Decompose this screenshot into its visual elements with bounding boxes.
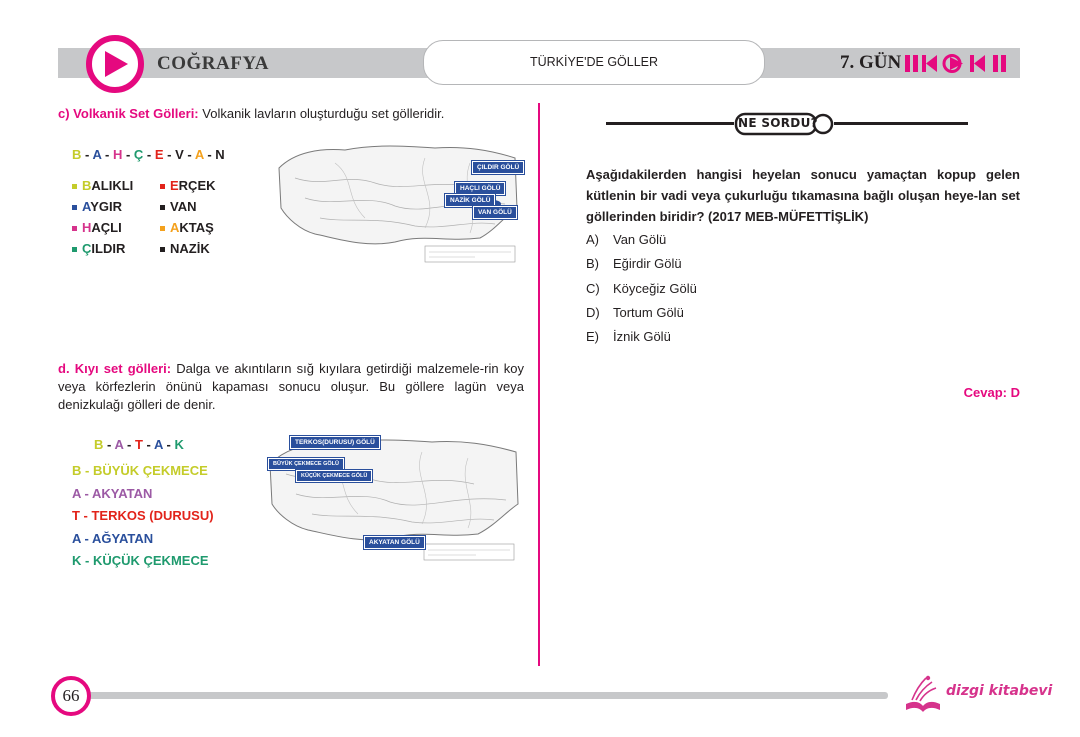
lake-name-rest: AN xyxy=(177,199,197,214)
initial-letter: H xyxy=(82,220,92,235)
option-letter: C) xyxy=(586,280,600,296)
option-text: Van Gölü xyxy=(613,232,667,247)
question-text: Aşağıdakilerden hangisi heyelan sonucu yamaçtan kopup gelen kütlenin bir vadi veya çukurluğu tıkamasına bağlı oluşan heye-lan set göllerinden biridir? (2017 MEB-MÜFETTİŞLİK) xyxy=(586,167,1020,224)
sequence-separator: - xyxy=(142,437,154,452)
option-text: İznik Gölü xyxy=(613,329,671,345)
bullet-square-icon xyxy=(72,226,77,231)
option-letter: B) xyxy=(586,256,599,272)
lake-name-rest: RÇEK xyxy=(178,178,216,193)
map-tag: VAN GÖLÜ xyxy=(473,206,517,219)
option-text: Köyceğiz Gölü xyxy=(613,280,697,296)
subject-title: COĞRAFYA xyxy=(157,53,270,74)
sequence-letter: V xyxy=(175,147,184,162)
sequence-letter: Ç xyxy=(133,147,144,162)
footer-bar xyxy=(58,692,888,699)
coastal-title: d. Kıyı set gölleri: xyxy=(58,361,172,376)
sequence-separator: - xyxy=(143,147,155,162)
map-tag: ÇILDIR GÖLÜ xyxy=(472,161,524,174)
coastal-lakes-map xyxy=(266,432,520,564)
initial-letter: B xyxy=(82,178,92,193)
initial-letter: A xyxy=(170,220,180,235)
sequence-letter: T xyxy=(134,437,143,452)
option-letter: A) xyxy=(586,232,599,247)
sequence-separator: - xyxy=(183,147,195,162)
sequence-separator: - xyxy=(101,147,113,162)
bullet-square-icon xyxy=(72,205,77,210)
lake-name-rest: AZİK xyxy=(179,241,210,256)
option-text: Eğirdir Gölü xyxy=(613,256,682,272)
ne-sordu-badge xyxy=(734,110,834,138)
navigation-icons xyxy=(905,53,1017,80)
lake-name-rest: ALIKLI xyxy=(91,178,134,193)
map-tag: BÜYÜK ÇEKMECE GÖLÜ xyxy=(268,458,344,470)
publisher-logo: dizgi kitabevi xyxy=(946,683,1053,699)
volcanic-sequence xyxy=(72,147,225,162)
option-e[interactable] xyxy=(586,328,671,346)
sequence-letter: B xyxy=(72,147,82,162)
play-icon xyxy=(86,35,144,93)
option-letter: E) xyxy=(586,329,599,345)
initial-letter: E xyxy=(170,178,179,193)
bullet-square-icon xyxy=(160,247,165,252)
lake-list-item xyxy=(160,175,216,196)
lake-name-rest: YGIR xyxy=(90,199,122,214)
volcanic-paragraph xyxy=(58,105,528,123)
page-number: 66 xyxy=(51,676,91,716)
sequence-separator: - xyxy=(81,147,93,162)
sequence-separator: - xyxy=(162,437,175,452)
lake-list-item xyxy=(72,238,133,259)
sequence-letter: A xyxy=(153,437,163,452)
sequence-letter: N xyxy=(215,147,225,162)
option-a[interactable] xyxy=(586,231,666,249)
answer-label: Cevap: D xyxy=(963,385,1020,400)
initial-letter: V xyxy=(170,199,178,214)
day-label: 7. GÜN xyxy=(840,52,902,73)
bullet-square-icon xyxy=(72,247,77,252)
lake-list-item xyxy=(160,238,216,259)
bullet-square-icon xyxy=(160,226,165,231)
coastal-lake-item: B - BÜYÜK ÇEKMECE xyxy=(72,463,208,478)
map-tag: NAZİK GÖLÜ xyxy=(445,194,495,207)
volcanic-list-col1 xyxy=(72,175,133,259)
volcanic-title: c) Volkanik Set Gölleri: xyxy=(58,106,199,121)
sequence-separator: - xyxy=(203,147,216,162)
initial-letter: A xyxy=(82,199,91,214)
map-tag: KÜÇÜK ÇEKMECE GÖLÜ xyxy=(296,470,372,482)
coastal-list xyxy=(72,460,214,573)
volcanic-text: Volkanik lavların oluşturduğu set gölleridir. xyxy=(202,106,445,121)
badge-text: NE SORDU? xyxy=(738,116,818,130)
sequence-letter: H xyxy=(112,147,123,162)
coastal-paragraph xyxy=(58,360,524,414)
option-text: Tortum Gölü xyxy=(613,304,684,320)
lake-list-item xyxy=(72,175,133,196)
coastal-lake-item: T - TERKOS (DURUSU) xyxy=(72,508,214,523)
coastal-lake-item: K - KÜÇÜK ÇEKMECE xyxy=(72,553,209,568)
bullet-square-icon xyxy=(160,184,165,189)
badge-line-right xyxy=(834,122,968,125)
map-tag: AKYATAN GÖLÜ xyxy=(364,536,425,549)
lake-list-item xyxy=(72,196,133,217)
coastal-lake-item: A - AĞYATAN xyxy=(72,530,154,546)
lake-list-item xyxy=(72,217,133,238)
sequence-separator: - xyxy=(163,147,176,162)
column-divider xyxy=(538,103,540,666)
initial-letter: Ç xyxy=(82,241,92,256)
lake-name-rest: ILDIR xyxy=(91,241,126,256)
option-b[interactable] xyxy=(586,255,682,273)
lake-name-rest: AÇLI xyxy=(91,220,122,235)
map-tag: HAÇLI GÖLÜ xyxy=(455,182,505,195)
sequence-separator: - xyxy=(122,147,134,162)
sequence-letter: A xyxy=(194,147,204,162)
lake-list-item xyxy=(160,217,216,238)
sequence-letter: E xyxy=(154,147,164,162)
bullet-square-icon xyxy=(160,205,165,210)
coastal-text: Dalga ve akıntıların sığ kıyılara getirdiği malzemele-rin koy veya körfezlerin önünü kapaması sonucu oluşur. Bu göllere lagün veya denizkulağı gölleri de denir. xyxy=(58,361,524,412)
sequence-letter: A xyxy=(114,437,124,452)
lake-name-rest: KTAŞ xyxy=(179,220,214,235)
sequence-letter: K xyxy=(174,437,184,452)
map-tag: TERKOS(DURUSU) GÖLÜ xyxy=(290,436,380,449)
option-letter: D) xyxy=(586,304,600,320)
coastal-lake-item: A - AKYATAN xyxy=(72,485,153,501)
sequence-letter: B xyxy=(94,437,104,452)
sequence-separator: - xyxy=(123,437,135,452)
topic-title: TÜRKİYE'DE GÖLLER xyxy=(423,40,765,85)
badge-line-left xyxy=(606,122,734,125)
sequence-letter: A xyxy=(92,147,102,162)
lake-list-item xyxy=(160,196,216,217)
initial-letter: N xyxy=(170,241,180,256)
coastal-sequence xyxy=(94,437,184,452)
sequence-separator: - xyxy=(103,437,115,452)
bullet-square-icon xyxy=(72,184,77,189)
option-c[interactable] xyxy=(586,280,697,298)
book-logo-icon xyxy=(902,674,944,719)
volcanic-list-col2 xyxy=(160,175,216,259)
option-d[interactable] xyxy=(586,304,684,322)
volcanic-lakes-map xyxy=(275,138,520,266)
